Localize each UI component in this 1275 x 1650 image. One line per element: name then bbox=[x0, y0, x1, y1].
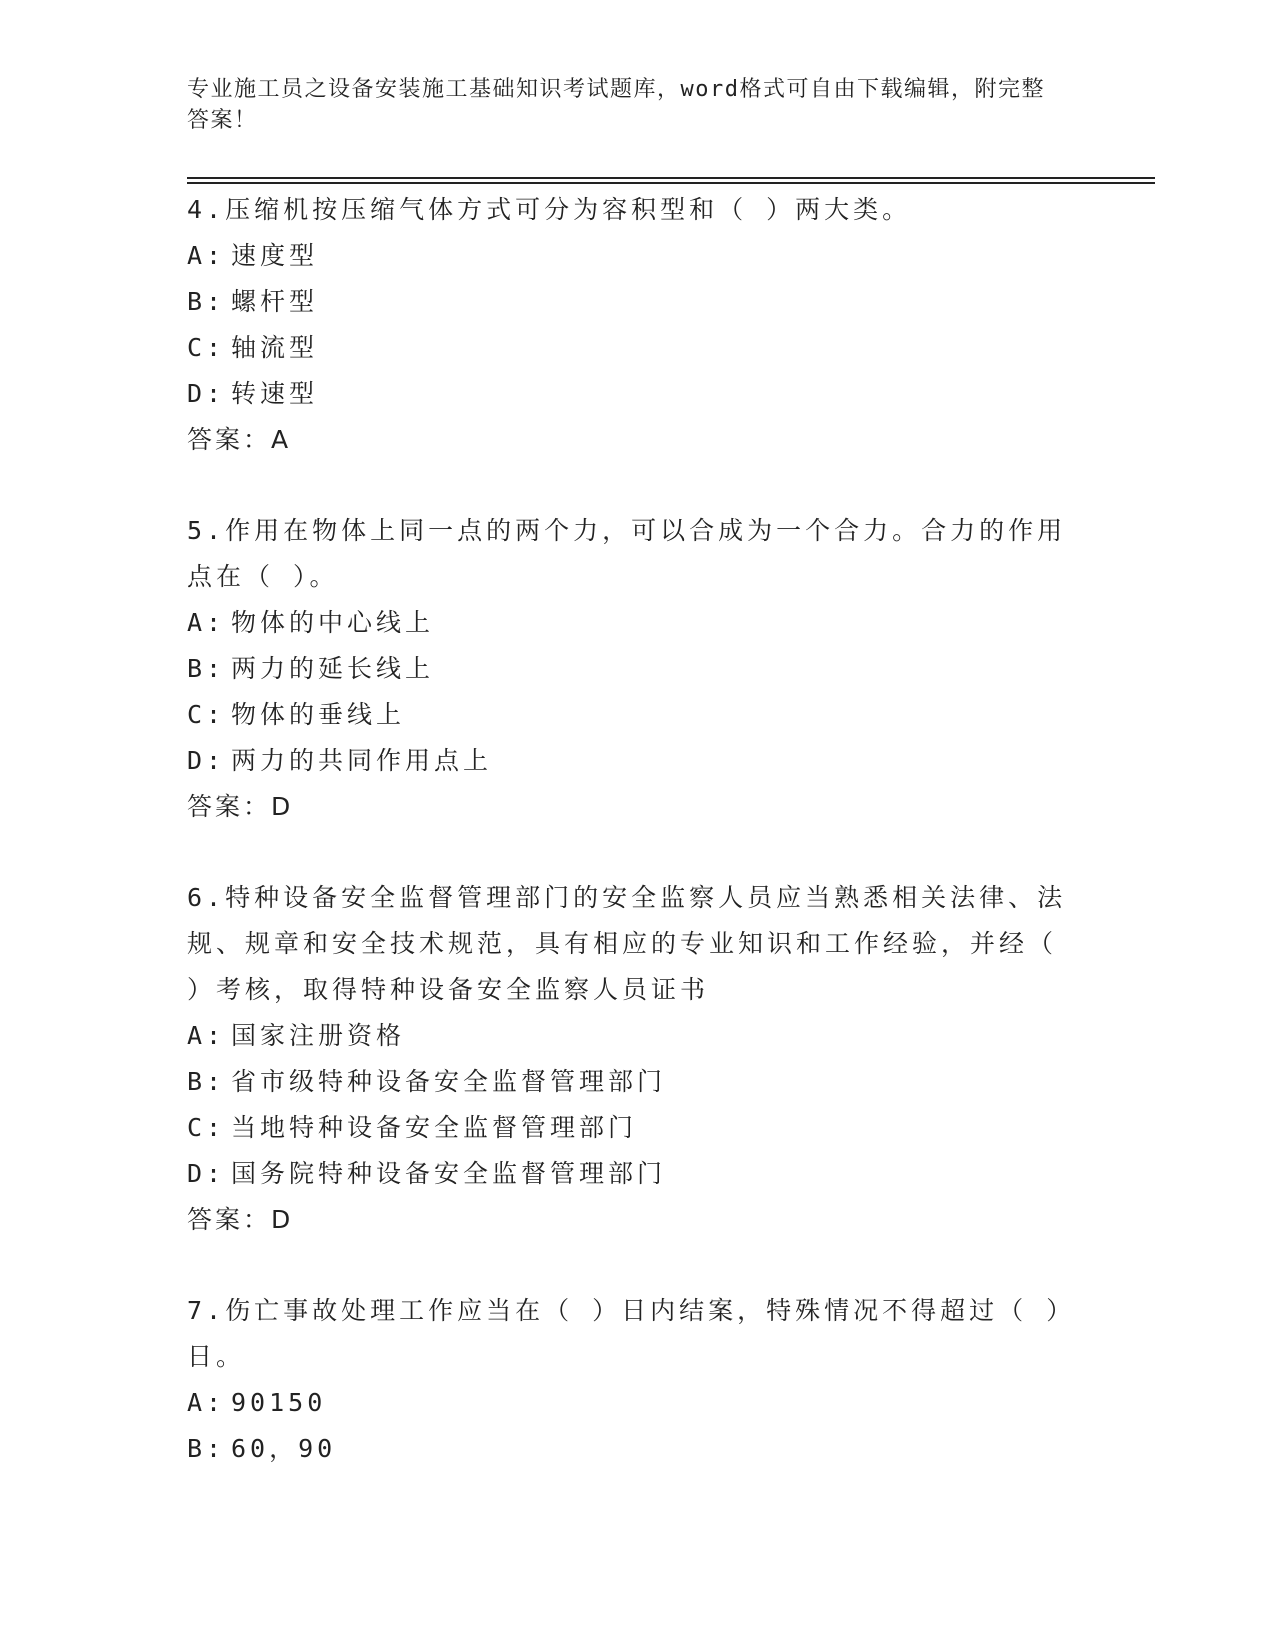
question-6 bbox=[187, 875, 1067, 1243]
option-text: 物体的中心线上 bbox=[231, 608, 435, 637]
option-key: D: bbox=[187, 379, 226, 408]
answer-line bbox=[187, 1197, 1067, 1243]
option-text: 国家注册资格 bbox=[231, 1021, 406, 1050]
question-stem: 5.作用在物体上同一点的两个力，可以合成为一个合力。合力的作用点在（ ）。 bbox=[187, 516, 1067, 591]
option-key: A: bbox=[187, 1388, 226, 1417]
question-4 bbox=[187, 187, 1067, 463]
answer-line bbox=[187, 417, 1067, 463]
question-stem: 6.特种设备安全监督管理部门的安全监察人员应当熟悉相关法律、法规、规章和安全技术规范，具有相应的专业知识和工作经验，并经（ ）考核，取得特种设备安全监察人员证书 bbox=[187, 883, 1067, 1004]
option-text: 螺杆型 bbox=[231, 287, 319, 316]
option-text: 速度型 bbox=[231, 241, 319, 270]
option-a bbox=[187, 1380, 1067, 1426]
option-text: 60，90 bbox=[231, 1434, 337, 1463]
option-text: 当地特种设备安全监督管理部门 bbox=[231, 1113, 638, 1142]
header-divider-top bbox=[187, 177, 1155, 179]
option-d bbox=[187, 1151, 1067, 1197]
option-key: C: bbox=[187, 700, 226, 729]
header-divider-bottom bbox=[187, 182, 1155, 184]
question-7 bbox=[187, 1288, 1067, 1472]
option-key: B: bbox=[187, 287, 226, 316]
question-stem: 7.伤亡事故处理工作应当在（ ）日内结案，特殊情况不得超过（ ）日。 bbox=[187, 1296, 1063, 1371]
option-text: 国务院特种设备安全监督管理部门 bbox=[231, 1159, 667, 1188]
option-key: B: bbox=[187, 654, 226, 683]
option-c bbox=[187, 692, 1067, 738]
option-key: B: bbox=[187, 1434, 226, 1463]
question-stem: 4.压缩机按压缩气体方式可分为容积型和（ ）两大类。 bbox=[187, 195, 912, 224]
option-a bbox=[187, 1013, 1067, 1059]
option-key: D: bbox=[187, 1159, 226, 1188]
option-text: 省市级特种设备安全监督管理部门 bbox=[231, 1067, 667, 1096]
answer-label: 答案： bbox=[187, 425, 272, 454]
question-5 bbox=[187, 508, 1067, 830]
option-d bbox=[187, 371, 1067, 417]
option-a bbox=[187, 233, 1067, 279]
answer-line bbox=[187, 784, 1067, 830]
option-key: D: bbox=[187, 746, 226, 775]
option-key: A: bbox=[187, 1021, 226, 1050]
option-text: 两力的共同作用点上 bbox=[231, 746, 493, 775]
option-key: C: bbox=[187, 333, 226, 362]
option-a bbox=[187, 600, 1067, 646]
answer-label: 答案： bbox=[187, 1205, 272, 1234]
option-b bbox=[187, 1059, 1067, 1105]
answer-value: D bbox=[271, 1205, 292, 1234]
option-text: 90150 bbox=[231, 1388, 327, 1417]
option-key: C: bbox=[187, 1113, 226, 1142]
option-d bbox=[187, 738, 1067, 784]
question-list bbox=[187, 187, 1067, 1472]
option-key: A: bbox=[187, 608, 226, 637]
answer-label: 答案： bbox=[187, 792, 272, 821]
answer-value: D bbox=[271, 792, 292, 821]
option-c bbox=[187, 1105, 1067, 1151]
option-b bbox=[187, 646, 1067, 692]
document-intro: 专业施工员之设备安装施工基础知识考试题库，word格式可自由下载编辑，附完整答案！ bbox=[187, 77, 1045, 133]
option-text: 物体的垂线上 bbox=[231, 700, 406, 729]
option-text: 转速型 bbox=[231, 379, 319, 408]
option-text: 轴流型 bbox=[231, 333, 319, 362]
option-text: 两力的延长线上 bbox=[231, 654, 435, 683]
option-key: B: bbox=[187, 1067, 226, 1096]
answer-value: A bbox=[271, 425, 290, 454]
option-b bbox=[187, 279, 1067, 325]
option-key: A: bbox=[187, 241, 226, 270]
option-b bbox=[187, 1426, 1067, 1472]
option-c bbox=[187, 325, 1067, 371]
